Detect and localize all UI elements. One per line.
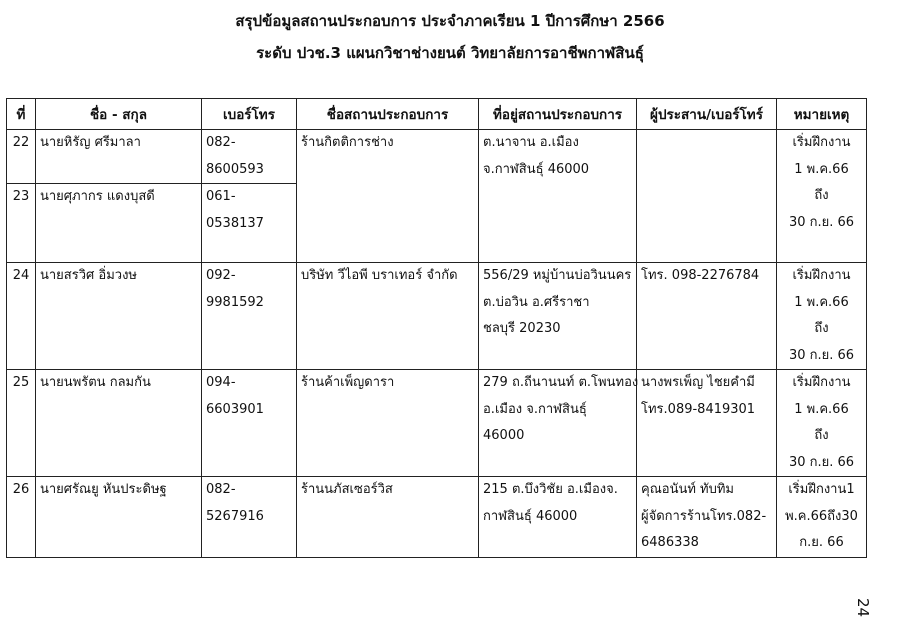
- remark: เริ่มฝึกงาน 1 พ.ค.66 ถึง 30 ก.ย. 66: [777, 370, 867, 477]
- row-no: 23: [7, 184, 36, 263]
- row-no: 24: [7, 263, 36, 370]
- student-phone: 082-8600593: [202, 130, 297, 184]
- document-subtitle: ระดับ ปวช.3 แผนกวิชาช่างยนต์ วิทยาลัยการอาชีพกาฬสินธุ์: [256, 44, 644, 62]
- internship-table: [6, 98, 867, 558]
- student-name: นายนพรัตน กลมกัน: [36, 370, 202, 477]
- table-row: [7, 370, 867, 477]
- student-phone: 082-5267916: [202, 477, 297, 558]
- company-name: บริษัท วีไอพี บราเทอร์ จำกัด: [297, 263, 479, 370]
- student-name: นายหิรัญ ศรีมาลา: [36, 130, 202, 184]
- coordinator-contact: [637, 130, 777, 263]
- student-phone: 094-6603901: [202, 370, 297, 477]
- coordinator-contact: นางพรเพ็ญ ไชยคำมี โทร.089-8419301: [637, 370, 777, 477]
- company-address: ต.นาจาน อ.เมือง จ.กาฬสินธุ์ 46000: [479, 130, 637, 263]
- header-name: ชื่อ - สกุล: [36, 99, 202, 130]
- header-contact: ผู้ประสาน/เบอร์โทร์: [637, 99, 777, 130]
- student-name: นายสรวิศ อิ่มวงษ: [36, 263, 202, 370]
- header-no: ที่: [7, 99, 36, 130]
- header-note: หมายเหตุ: [777, 99, 867, 130]
- header-phone: เบอร์โทร: [202, 99, 297, 130]
- remark: เริ่มฝึกงาน 1 พ.ค.66 ถึง 30 ก.ย. 66: [777, 130, 867, 263]
- row-no: 26: [7, 477, 36, 558]
- page-number: 24: [854, 598, 872, 618]
- student-name: นายศุภากร แดงบุสดี: [36, 184, 202, 263]
- table-row: [7, 263, 867, 370]
- student-phone: 092-9981592: [202, 263, 297, 370]
- company-name: ร้านค้าเพ็ญดารา: [297, 370, 479, 477]
- student-phone: 061-0538137: [202, 184, 297, 263]
- company-address: 556/29 หมู่บ้านบ่อวินนคร ต.บ่อวิน อ.ศรีราชา ชลบุรี 20230: [479, 263, 637, 370]
- row-no: 22: [7, 130, 36, 184]
- student-name: นายศรัณยู หันประดิษฐ: [36, 477, 202, 558]
- table-header-row: [7, 99, 867, 130]
- remark: เริ่มฝึกงาน1 พ.ค.66ถึง30 ก.ย. 66: [777, 477, 867, 558]
- table-row: [7, 130, 867, 184]
- coordinator-contact: คุณอนันท์ ทับทิม ผู้จัดการร้านโทร.082- 6486338: [637, 477, 777, 558]
- company-address: 215 ต.บึงวิชัย อ.เมืองจ. กาฬสินธุ์ 46000: [479, 477, 637, 558]
- document-title: สรุปข้อมูลสถานประกอบการ ประจำภาคเรียน 1 ปีการศึกษา 2566: [235, 12, 665, 30]
- company-name: ร้านนภัสเซอร์วิส: [297, 477, 479, 558]
- coordinator-contact: โทร. 098-2276784: [637, 263, 777, 370]
- table-row: [7, 477, 867, 558]
- header-address: ที่อยู่สถานประกอบการ: [479, 99, 637, 130]
- header-company: ชื่อสถานประกอบการ: [297, 99, 479, 130]
- company-name: ร้านกิตติการช่าง: [297, 130, 479, 263]
- remark: เริ่มฝึกงาน 1 พ.ค.66 ถึง 30 ก.ย. 66: [777, 263, 867, 370]
- row-no: 25: [7, 370, 36, 477]
- company-address: 279 ถ.ถีนานนท์ ต.โพนทอง อ.เมือง จ.กาฬสินธุ์ 46000: [479, 370, 637, 477]
